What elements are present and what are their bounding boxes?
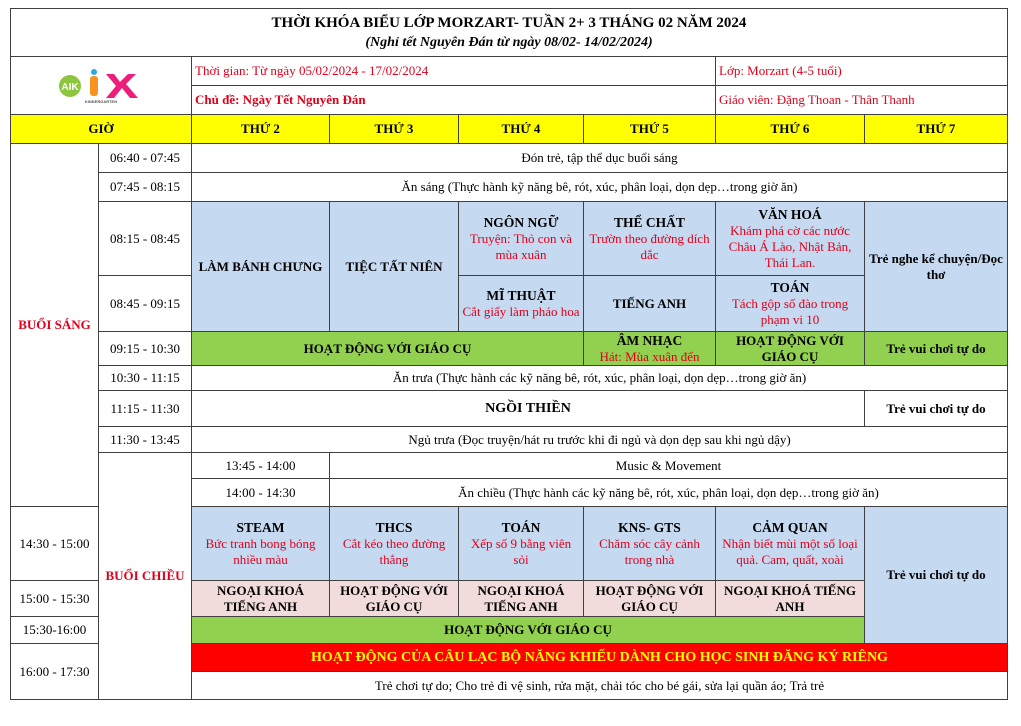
thu-physical: THỂ CHẤT Trườn theo đường dích dắc (584, 202, 716, 276)
page-title: THỜI KHÓA BIỂU LỚP MORZART- TUẦN 2+ 3 THÁNG 02 NĂM 2024 (271, 14, 747, 31)
music-movement: Music & Movement (330, 453, 1008, 479)
col-sat: THỨ 7 (865, 115, 1008, 144)
tue-tools: HOẠT ĐỘNG VỚI GIÁO CỤ (330, 581, 459, 617)
logo-subtext: KINDERGARTEN (84, 98, 118, 104)
wed-language: NGÔN NGỮ Truyện: Thỏ con và mùa xuân (459, 202, 584, 276)
time-range: Thời gian: Từ ngày 05/02/2024 - 17/02/2024 (192, 57, 716, 86)
col-mon: THỨ 2 (192, 115, 330, 144)
page-subtitle: (Nghỉ tết Nguyên Đán từ ngày 08/02- 14/02/2024) (365, 34, 653, 50)
wed-english-extra: NGOẠI KHOÁ TIẾNG ANH (459, 581, 584, 617)
class-name: Lớp: Morzart (4-5 tuổi) (716, 57, 1008, 86)
tue-thcs: THCS Cắt kéo theo đường thẳng (330, 507, 459, 581)
time-slot: 11:30 - 13:45 (99, 427, 192, 453)
theme: Chủ đề: Ngày Tết Nguyên Đán (192, 86, 716, 115)
session-afternoon: BUỔI CHIỀU (99, 453, 192, 700)
tools-activity: HOẠT ĐỘNG VỚI GIÁO CỤ (192, 332, 584, 366)
wed-math: TOÁN Xếp số 9 bằng viên sỏi (459, 507, 584, 581)
title-cell (11, 9, 1008, 57)
time-slot: 06:40 - 07:45 (99, 144, 192, 173)
day-header-row (11, 115, 1008, 144)
mon-steam: STEAM Bức tranh bong bóng nhiều màu (192, 507, 330, 581)
sat-free-play: Trẻ vui chơi tự do (865, 507, 1008, 644)
thu-english: TIẾNG ANH (584, 276, 716, 332)
time-slot: 15:30-16:00 (11, 617, 99, 644)
col-fri: THỨ 6 (716, 115, 865, 144)
mon-morning-activity: LÀM BÁNH CHƯNG (192, 202, 330, 332)
snack-activity: Ăn chiều (Thực hành các kỹ năng bê, rót, xúc, phân loại, dọn dẹp…trong giờ ăn) (330, 479, 1008, 507)
thu-tools: HOẠT ĐỘNG VỚI GIÁO CỤ (584, 581, 716, 617)
thu-music: ÂM NHẠC Hát: Mùa xuân đến (584, 332, 716, 366)
lunch-activity: Ăn trưa (Thực hành các kỹ năng bê, rót, xúc, phân loại, dọn dẹp…trong giờ ăn) (192, 366, 1008, 391)
tools-activity: HOẠT ĐỘNG VỚI GIÁO CỤ (192, 617, 865, 644)
nap-activity: Ngủ trưa (Đọc truyện/hát ru trước khi đi ngủ và dọn dẹp sau khi ngủ dậy) (192, 427, 1008, 453)
wed-art: MĨ THUẬT Cắt giấy làm pháo hoa (459, 276, 584, 332)
time-slot: 14:30 - 15:00 (11, 507, 99, 581)
time-slot: 09:15 - 10:30 (99, 332, 192, 366)
mon-english-extra: NGOẠI KHOÁ TIẾNG ANH (192, 581, 330, 617)
sat-storytelling: Trẻ nghe kể chuyện/Đọc thơ (865, 202, 1008, 332)
col-tue: THỨ 3 (330, 115, 459, 144)
time-slot: 14:00 - 14:30 (192, 479, 330, 507)
logo-letters: AIK (61, 81, 79, 93)
time-slot: 16:00 - 17:30 (11, 644, 99, 700)
col-hour: GIỜ (11, 115, 192, 144)
time-slot: 11:15 - 11:30 (99, 391, 192, 427)
fri-senses: CẢM QUAN Nhận biết mùi một số loại quả. Cam, quất, xoài (716, 507, 865, 581)
time-slot: 10:30 - 11:15 (99, 366, 192, 391)
meditation-activity: NGỒI THIỀN (192, 391, 865, 427)
fri-tools: HOẠT ĐỘNG VỚI GIÁO CỤ (716, 332, 865, 366)
thu-life-skills: KNS- GTS Chăm sóc cây cảnh trong nhà (584, 507, 716, 581)
time-slot: 13:45 - 14:00 (192, 453, 330, 479)
col-thu: THỨ 5 (584, 115, 716, 144)
col-wed: THỨ 4 (459, 115, 584, 144)
sat-free-play: Trẻ vui chơi tự do (865, 332, 1008, 366)
logo-cell (11, 57, 192, 115)
session-morning: BUỔI SÁNG (11, 144, 99, 507)
sat-free-play: Trẻ vui chơi tự do (865, 391, 1008, 427)
club-activity: HOẠT ĐỘNG CỦA CÂU LẠC BỘ NĂNG KHIẾU DÀNH CHO HỌC SINH ĐĂNG KÝ RIÊNG (192, 644, 1008, 672)
fri-math: TOÁN Tách gộp số đào trong phạm vi 10 (716, 276, 865, 332)
timetable (10, 8, 1008, 700)
breakfast-activity: Ăn sáng (Thực hành kỹ năng bê, rót, xúc, phân loại, dọn dẹp…trong giờ ăn) (192, 173, 1008, 202)
time-slot: 08:15 - 08:45 (99, 202, 192, 276)
fri-culture: VĂN HOÁ Khám phá cờ các nước Châu Á Lào, Nhật Bản, Thái Lan. (716, 202, 865, 276)
dismissal-activity: Trẻ chơi tự do; Cho trẻ đi vệ sinh, rửa mặt, chải tóc cho bé gái, sửa lại quần áo; Trả trẻ (192, 672, 1008, 700)
time-slot: 07:45 - 08:15 (99, 173, 192, 202)
tue-morning-activity: TIỆC TẤT NIÊN (330, 202, 459, 332)
time-slot: 08:45 - 09:15 (99, 276, 192, 332)
fri-english-extra: NGOẠI KHOÁ TIẾNG ANH (716, 581, 865, 617)
aik-logo (58, 68, 144, 104)
teachers: Giáo viên: Đặng Thoan - Thân Thanh (716, 86, 1008, 115)
time-slot: 15:00 - 15:30 (11, 581, 99, 617)
arrival-activity: Đón trẻ, tập thể dục buổi sáng (192, 144, 1008, 173)
